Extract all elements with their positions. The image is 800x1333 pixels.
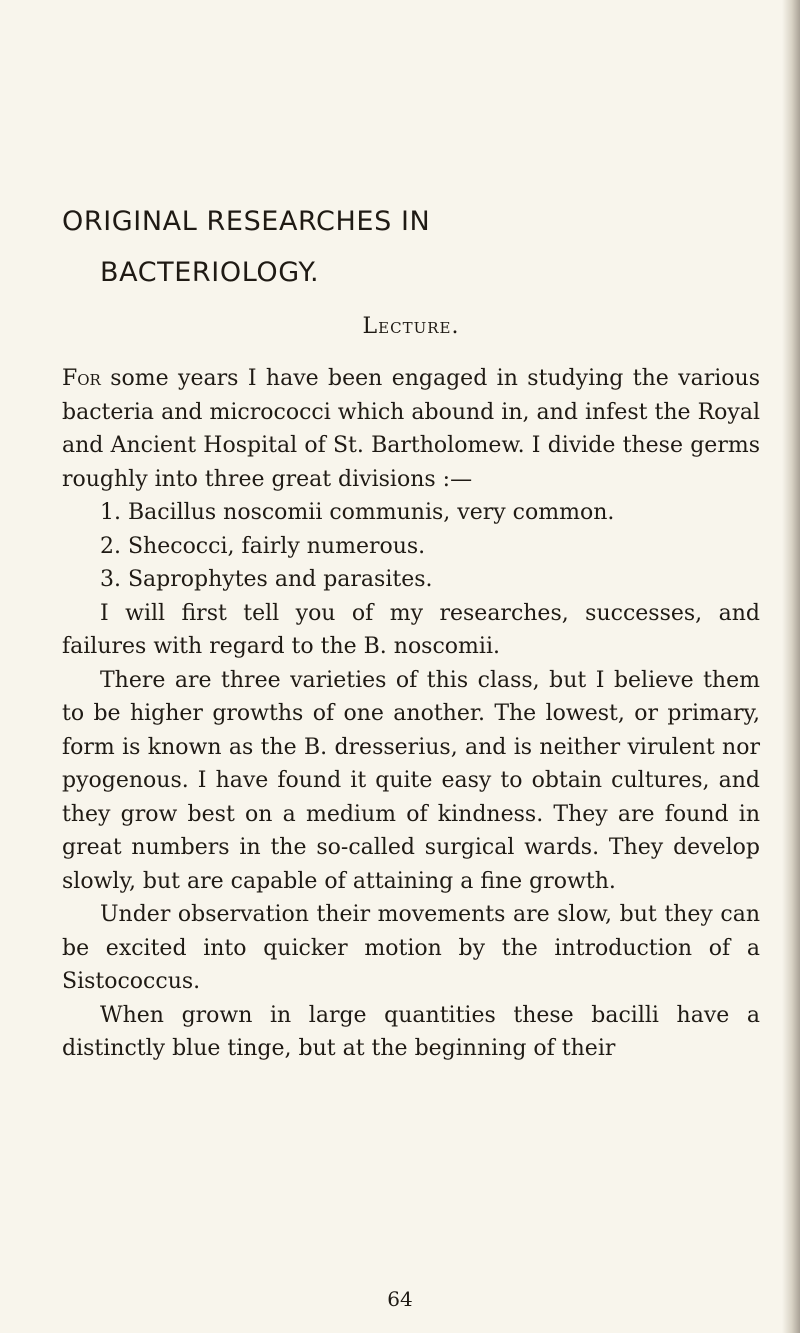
list-item: 1. Bacillus noscomii communis, very common. — [100, 500, 615, 525]
body-paragraph: There are three varieties of this class, but I believe them to be higher growths of one another. The lowest, or primary, form is known as the B. dresserius, and is neither virulent nor pyogenous. I have found it quite easy to obtain cultures, and they grow best on a medium of kindness. They are found in great numbers in the so-called surgical wards. They develop slowly, but are capable of attaining a fine growth. — [62, 667, 760, 894]
intro-lead-word: For — [62, 366, 101, 391]
intro-paragraph — [62, 362, 760, 496]
book-page — [62, 196, 760, 1066]
chapter-title-line-2: BACTERIOLOGY. — [100, 257, 320, 288]
body-paragraph: Under observation their movements are slow, but they can be excited into quicker motion by the introduction of a Sistococcus. — [62, 902, 760, 994]
divisions-list — [62, 496, 760, 597]
list-item: 3. Saprophytes and parasites. — [100, 567, 433, 592]
intro-text: some years I have been engaged in studying the various bacteria and micrococci which abound in, and infest the Royal and Ancient Hospital of St. Bartholomew. I divide these germs roughly into three great divisions :— — [62, 366, 760, 492]
section-heading: Lecture. — [362, 314, 460, 339]
body-paragraph: When grown in large quantities these bacilli have a distinctly blue tinge, but at the beginning of their — [62, 1002, 760, 1061]
page-edge-shadow — [782, 0, 800, 1333]
page-number: 64 — [387, 1287, 413, 1311]
body-paragraph: I will first tell you of my researches, successes, and failures with regard to the B. noscomii. — [62, 600, 760, 659]
chapter-title-line-1: ORIGINAL RESEARCHES IN — [62, 206, 431, 237]
list-item: 2. Shecocci, fairly numerous. — [100, 533, 426, 559]
